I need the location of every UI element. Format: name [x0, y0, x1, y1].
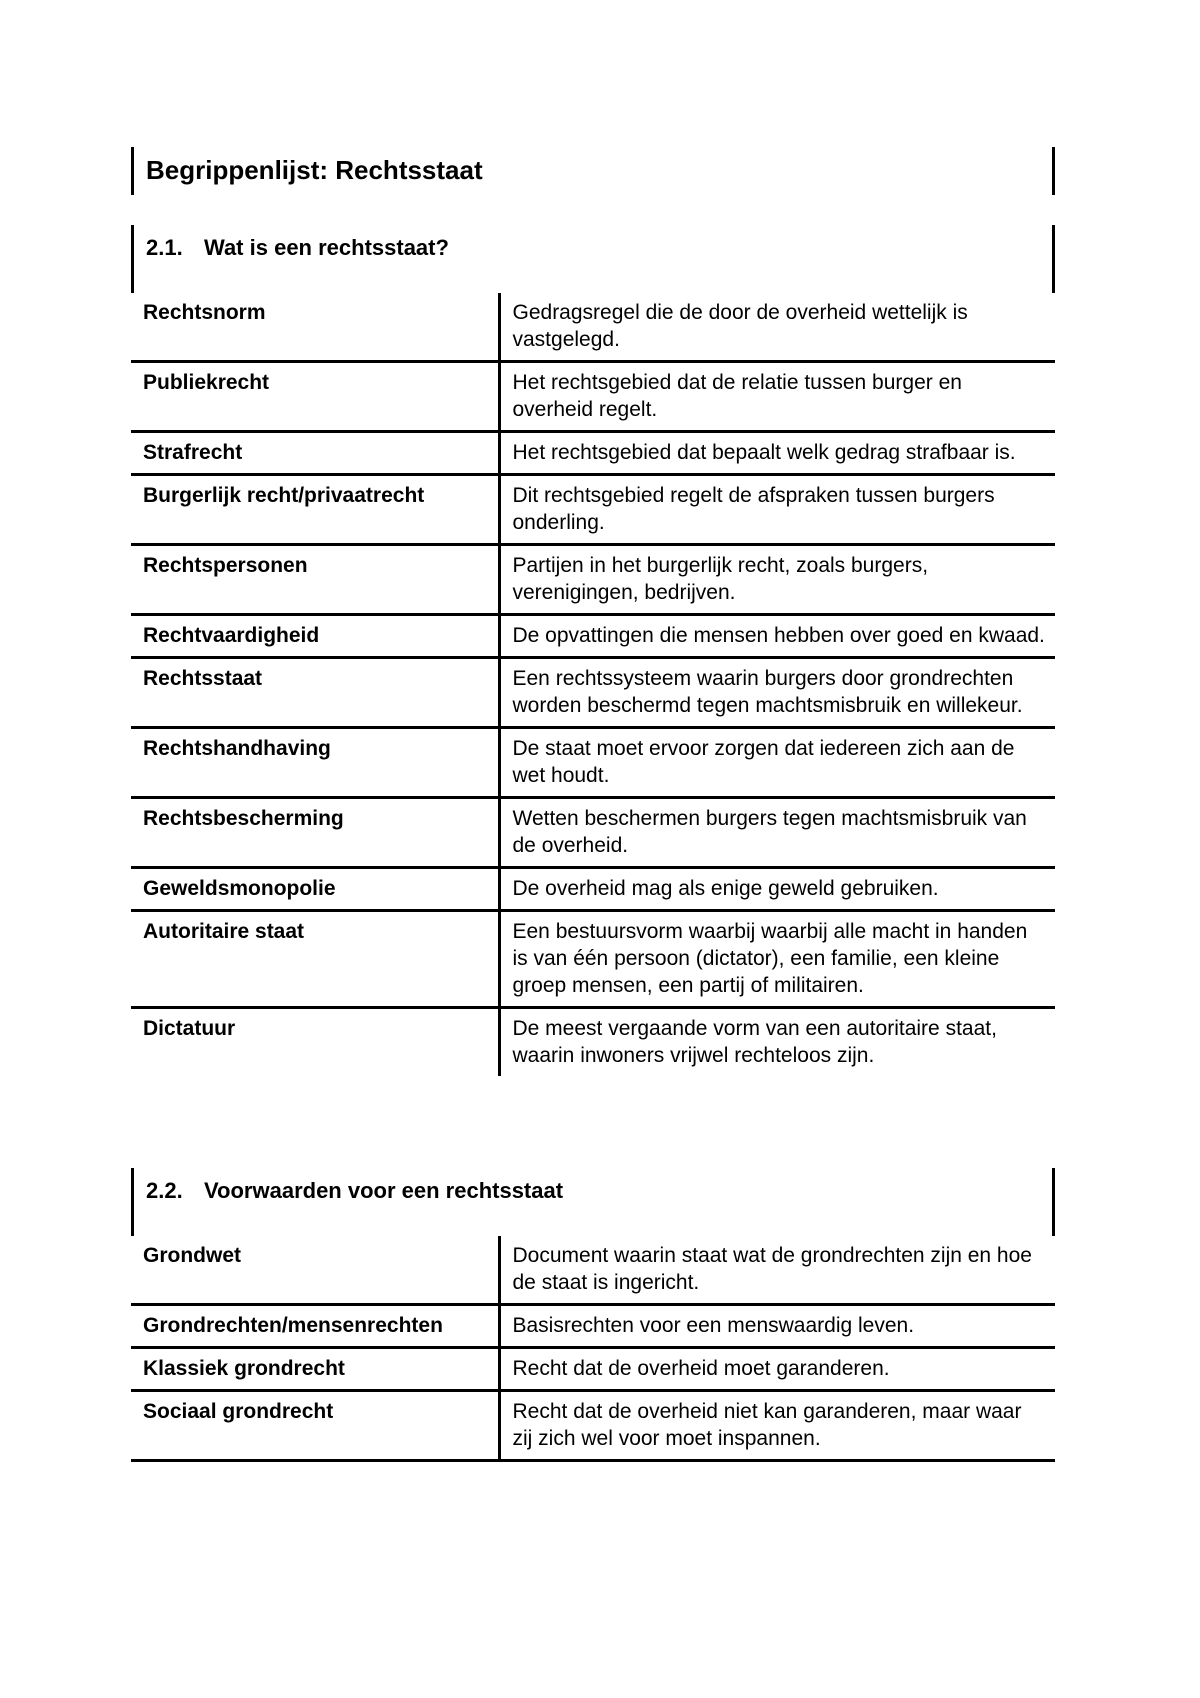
- section-number: 2.2.: [146, 1178, 183, 1203]
- table-row: [131, 475, 1055, 545]
- table-row: [131, 1236, 1055, 1305]
- definition-cell: De opvattingen die mensen hebben over goed en kwaad.: [499, 615, 1055, 658]
- glossary-table: [131, 1236, 1055, 1462]
- term-cell: Strafrecht: [131, 432, 499, 475]
- table-row: [131, 432, 1055, 475]
- table-row: [131, 911, 1055, 1008]
- term-cell: Geweldsmonopolie: [131, 868, 499, 911]
- definition-cell: Het rechtsgebied dat de relatie tussen burger en overheid regelt.: [499, 362, 1055, 432]
- table-row: [131, 1305, 1055, 1348]
- table-row: [131, 1008, 1055, 1077]
- table-row: [131, 868, 1055, 911]
- definition-cell: Basisrechten voor een menswaardig leven.: [499, 1305, 1055, 1348]
- table-row: [131, 293, 1055, 362]
- term-cell: Grondrechten/mensenrechten: [131, 1305, 499, 1348]
- definition-cell: De overheid mag als enige geweld gebruiken.: [499, 868, 1055, 911]
- section-heading-box: [131, 225, 1055, 293]
- term-cell: Publiekrecht: [131, 362, 499, 432]
- definition-cell: Recht dat de overheid moet garanderen.: [499, 1348, 1055, 1391]
- term-cell: Rechtspersonen: [131, 545, 499, 615]
- definition-cell: De staat moet ervoor zorgen dat iedereen zich aan de wet houdt.: [499, 728, 1055, 798]
- term-cell: Rechtvaardigheid: [131, 615, 499, 658]
- section-heading-box: [131, 1168, 1055, 1236]
- definition-cell: Dit rechtsgebied regelt de afspraken tussen burgers onderling.: [499, 475, 1055, 545]
- definition-cell: Gedragsregel die de door de overheid wettelijk is vastgelegd.: [512, 301, 968, 351]
- table-row: [131, 1391, 1055, 1461]
- table-row: [131, 615, 1055, 658]
- table-row: [131, 545, 1055, 615]
- term-cell: Klassiek grondrecht: [131, 1348, 499, 1391]
- definition-cell: Het rechtsgebied dat bepaalt welk gedrag strafbaar is.: [499, 432, 1055, 475]
- term-cell: Rechtsnorm: [131, 293, 499, 362]
- definition-cell: Recht dat de overheid niet kan garanderen, maar waar zij zich wel voor moet inspannen.: [499, 1391, 1055, 1461]
- section-number: 2.1.: [146, 235, 183, 260]
- section-heading: [146, 1178, 563, 1204]
- term-cell: Burgerlijk recht/privaatrecht: [131, 475, 499, 545]
- definition-cell: Een rechtssysteem waarin burgers door grondrechten worden beschermd tegen machtsmisbruik en willekeur.: [499, 658, 1055, 728]
- table-row: [131, 728, 1055, 798]
- document-page: [131, 147, 1055, 1462]
- definition-cell: Partijen in het burgerlijk recht, zoals burgers, verenigingen, bedrijven.: [499, 545, 1055, 615]
- glossary-table: [131, 293, 1055, 1076]
- definition-cell: Document waarin staat wat de grondrechten zijn en hoe de staat is ingericht.: [512, 1244, 1032, 1294]
- term-cell: Rechtsbescherming: [131, 798, 499, 868]
- term-cell: Sociaal grondrecht: [131, 1391, 499, 1461]
- table-row: [131, 658, 1055, 728]
- section-title: Voorwaarden voor een rechtsstaat: [204, 1178, 564, 1203]
- term-cell: Dictatuur: [131, 1008, 499, 1077]
- document-title: Begrippenlijst: Rechtsstaat: [146, 155, 483, 185]
- document-title-box: [131, 147, 1055, 195]
- section-title: Wat is een rechtsstaat?: [204, 235, 449, 260]
- term-cell: Autoritaire staat: [131, 911, 499, 1008]
- term-cell: Rechtsstaat: [131, 658, 499, 728]
- term-cell: Grondwet: [131, 1236, 499, 1305]
- definition-cell: Wetten beschermen burgers tegen machtsmisbruik van de overheid.: [499, 798, 1055, 868]
- table-row: [131, 362, 1055, 432]
- definition-cell: Een bestuursvorm waarbij waarbij alle macht in handen is van één persoon (dictator), een familie, een kleine groep mensen, een partij of militairen.: [499, 911, 1055, 1008]
- term-cell: Rechtshandhaving: [131, 728, 499, 798]
- table-row: [131, 798, 1055, 868]
- section-heading: [146, 235, 449, 261]
- definition-cell: De meest vergaande vorm van een autoritaire staat, waarin inwoners vrijwel rechteloos zijn.: [499, 1008, 1055, 1077]
- table-row: [131, 1348, 1055, 1391]
